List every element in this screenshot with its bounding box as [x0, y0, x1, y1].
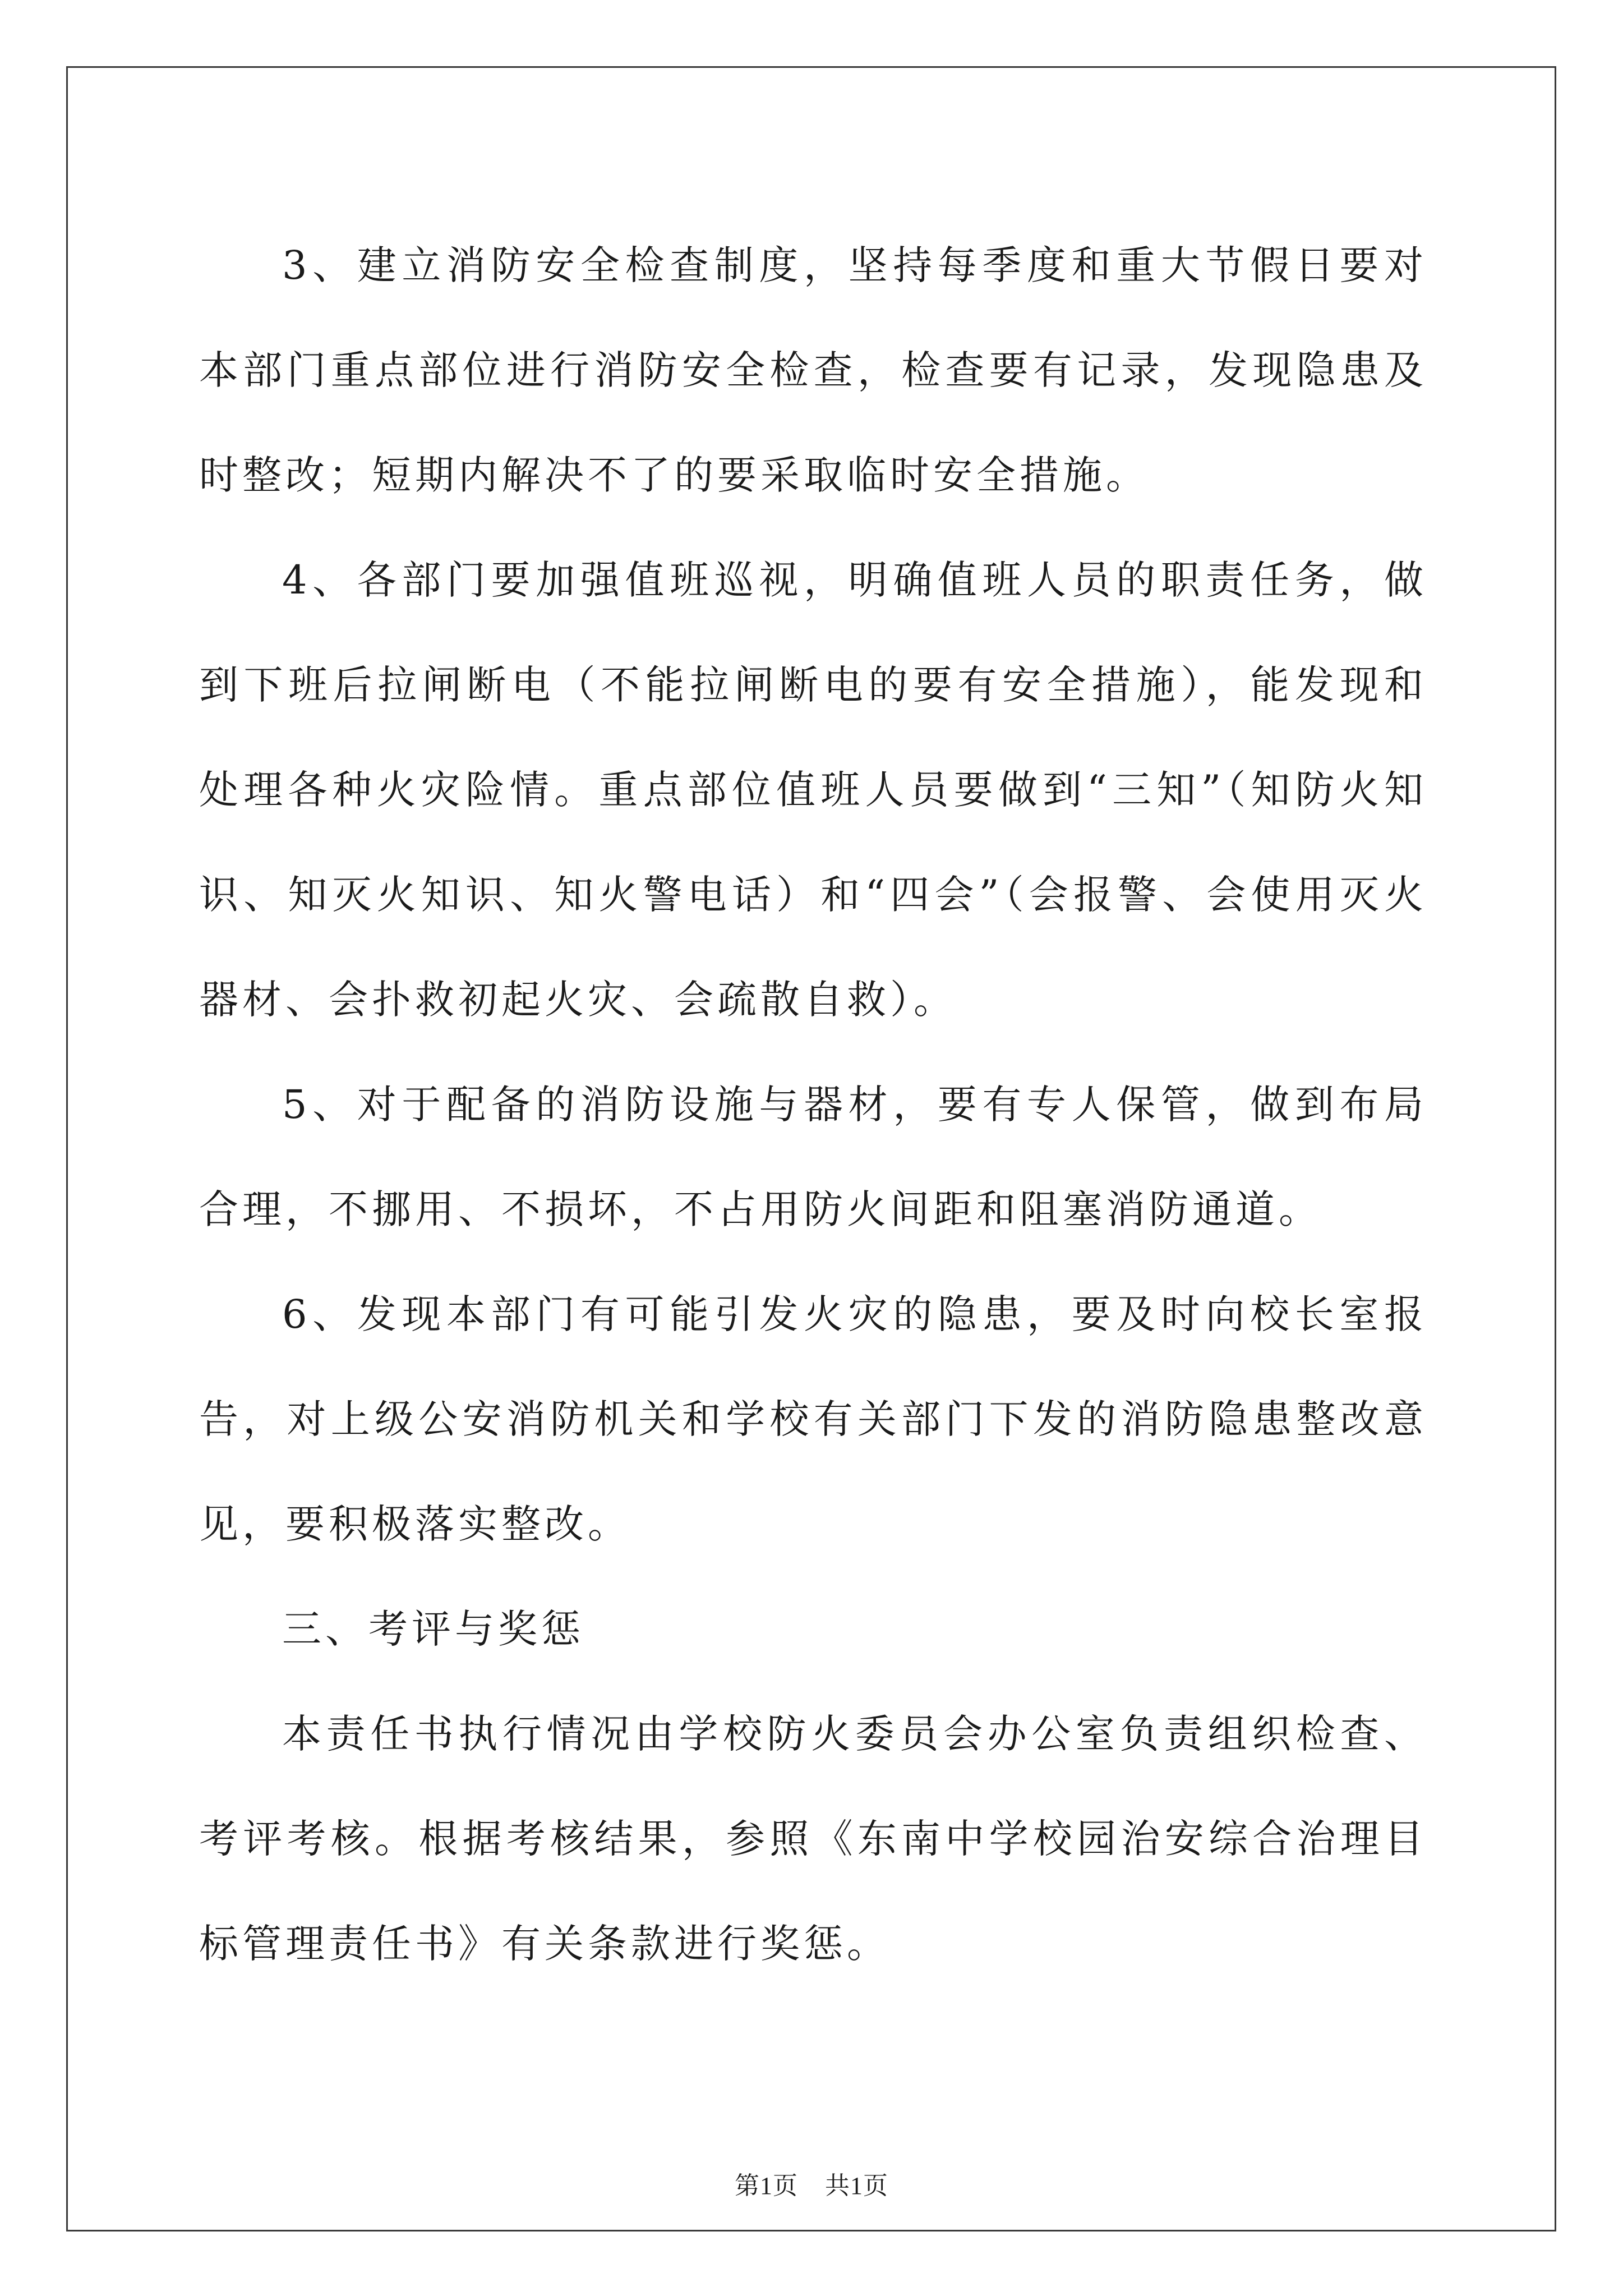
page-footer [0, 2165, 1623, 2201]
paragraph-item-6: 6、发现本部门有可能引发火灾的隐患，要及时向校长室报告，对上级公安消防机关和学校有关部门下发的消防隐患整改意见，要积极落实整改。 [199, 1291, 1427, 1547]
paragraph-evaluation: 本责任书执行情况由学校防火委员会办公室负责组织检查、考评考核。根据考核结果，参照《东南中学校园治安综合治理目标管理责任书》有关条款进行奖惩。 [199, 1711, 1427, 1967]
page-number: 第1页 [735, 2172, 798, 2200]
document-body [199, 213, 1427, 1996]
paragraph-item-5: 5、对于配备的消防设施与器材，要有专人保管，做到布局合理，不挪用、不损坏，不占用防火间距和阻塞消防通道。 [199, 1082, 1427, 1232]
paragraph-item-4: 4、各部门要加强值班巡视，明确值班人员的职责任务，做到下班后拉闸断电（不能拉闸断电的要有安全措施），能发现和处理各种火灾险情。重点部位值班人员要做到“三知”（知防火知识、知灭火知识、知火警电话）和“四会”（会报警、会使用灭火器材、会扑救初起火灾、会疏散自救）。 [199, 557, 1427, 1023]
section-heading-evaluation: 三、考评与奖惩 [282, 1606, 584, 1652]
page-total: 共1页 [825, 2172, 888, 2200]
paragraph-item-3: 3、建立消防安全检查制度，坚持每季度和重大节假日要对本部门重点部位进行消防安全检查，检查要有记录，发现隐患及时整改；短期内解决不了的要采取临时安全措施。 [199, 242, 1427, 498]
